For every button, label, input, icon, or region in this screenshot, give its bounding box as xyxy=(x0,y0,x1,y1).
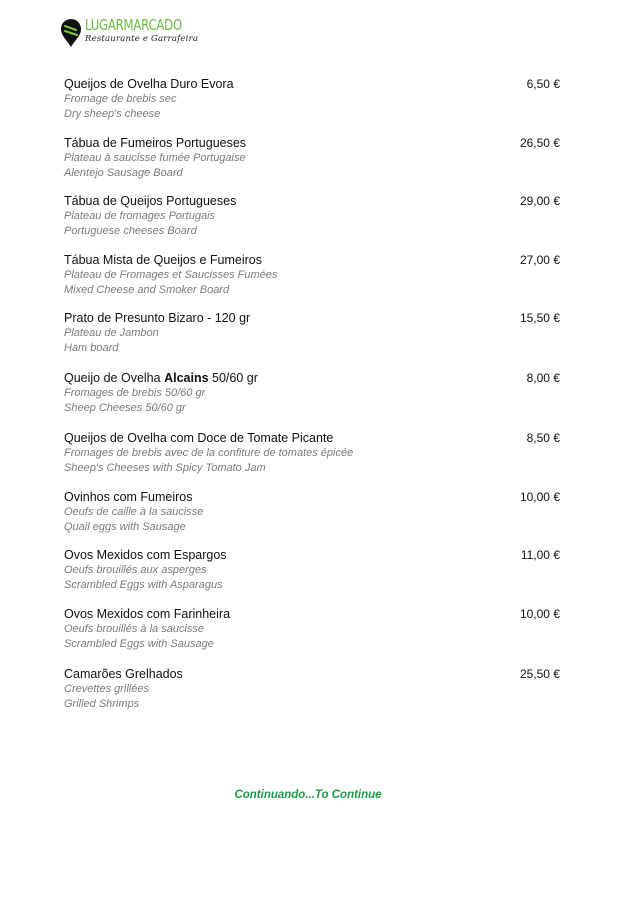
item-price: 29,00 € xyxy=(519,194,560,208)
item-price: 25,50 € xyxy=(519,666,560,681)
item-price: 26,50 € xyxy=(519,135,560,150)
item-french: Plateau de Fromages et Saucisses Fumées xyxy=(64,268,278,281)
item-french: Oeufs brouillés aux asperges xyxy=(64,564,207,576)
item-name xyxy=(64,370,560,386)
item-english: Alentejo Sausage Board xyxy=(64,166,183,179)
item-french: Oeufs brouillés à la saucisse xyxy=(64,622,205,635)
item-price: 15,50 € xyxy=(519,311,560,325)
item-english: Ham board xyxy=(64,342,119,354)
menu-item xyxy=(64,370,560,430)
brand-subtitle: Restaurante e Garrafeira xyxy=(85,34,199,44)
item-price: 10,00 € xyxy=(519,489,560,504)
item-english: Quail eggs with Sausage xyxy=(64,520,186,533)
item-price: 10,00 € xyxy=(519,606,560,621)
map-pin-icon xyxy=(60,18,82,48)
item-french: Crevettes grillées xyxy=(64,682,149,695)
menu-item xyxy=(64,252,560,311)
menu-item xyxy=(64,310,560,370)
menu-item xyxy=(64,135,560,194)
item-english: Mixed Cheese and Smoker Board xyxy=(64,283,230,296)
item-name: Camarões Grelhados xyxy=(64,666,183,681)
item-name: Queijos de Ovelha Duro Evora xyxy=(64,77,234,91)
item-name: Tábua Mista de Queijos e Fumeiros xyxy=(64,252,263,267)
brand-name: LUGARMARCADO xyxy=(85,16,182,34)
menu-item xyxy=(64,193,560,252)
menu-list xyxy=(64,76,560,724)
item-french: Plateau de fromages Portugais xyxy=(64,210,216,222)
item-price: 8,50 € xyxy=(526,431,560,445)
item-price: 6,50 € xyxy=(526,77,560,91)
item-name: Prato de Presunto Bizaro - 120 gr xyxy=(64,311,251,325)
item-french: Fromages de brebis avec de la confiture de tomates épicée xyxy=(64,447,354,459)
menu-item xyxy=(64,76,560,135)
item-french: Fromages de brebis 50/60 gr xyxy=(64,387,206,399)
item-name: Ovinhos com Fumeiros xyxy=(64,489,193,504)
item-english: Grilled Shrimps xyxy=(64,697,140,710)
item-price: 8,00 € xyxy=(526,371,560,385)
item-french: Plateau à saucisse fumée Portugaise xyxy=(64,151,246,164)
item-french: Oeufs de caille à la saucisse xyxy=(64,505,204,518)
item-name: Tábua de Queijos Portugueses xyxy=(64,194,237,208)
menu-item xyxy=(64,547,560,606)
item-english: Portuguese cheeses Board xyxy=(64,225,197,237)
item-french: Plateau de Jambon xyxy=(64,327,159,339)
item-price: 27,00 € xyxy=(519,252,560,267)
item-name: Ovos Mexidos com Farinheira xyxy=(64,606,231,621)
item-english: Dry sheep's cheese xyxy=(64,108,161,120)
continue-note: Continuando...To Continue xyxy=(234,789,382,801)
item-name: Queijos de Ovelha com Doce de Tomate Picante xyxy=(64,431,334,445)
item-price: 11,00 € xyxy=(520,548,560,562)
item-name: Ovos Mexidos com Espargos xyxy=(64,548,227,562)
item-name-bold: Alcains xyxy=(164,371,209,385)
item-english: Sheep Cheeses 50/60 gr xyxy=(64,402,186,414)
item-name-part: 50/60 gr xyxy=(208,371,258,385)
item-name: Tábua de Fumeiros Portugueses xyxy=(64,135,247,150)
restaurant-logo xyxy=(60,17,209,51)
item-french: Fromage de brebis sec xyxy=(64,93,177,105)
item-english: Sheep's Cheeses with Spicy Tomato Jam xyxy=(64,462,266,474)
item-name-part: Queijo de Ovelha xyxy=(64,371,165,385)
menu-item xyxy=(64,666,560,725)
menu-item xyxy=(64,430,560,489)
item-english: Scrambled Eggs with Sausage xyxy=(64,637,214,650)
menu-item xyxy=(64,489,560,548)
menu-item xyxy=(64,606,560,666)
item-english: Scrambled Eggs with Asparagus xyxy=(64,579,223,591)
